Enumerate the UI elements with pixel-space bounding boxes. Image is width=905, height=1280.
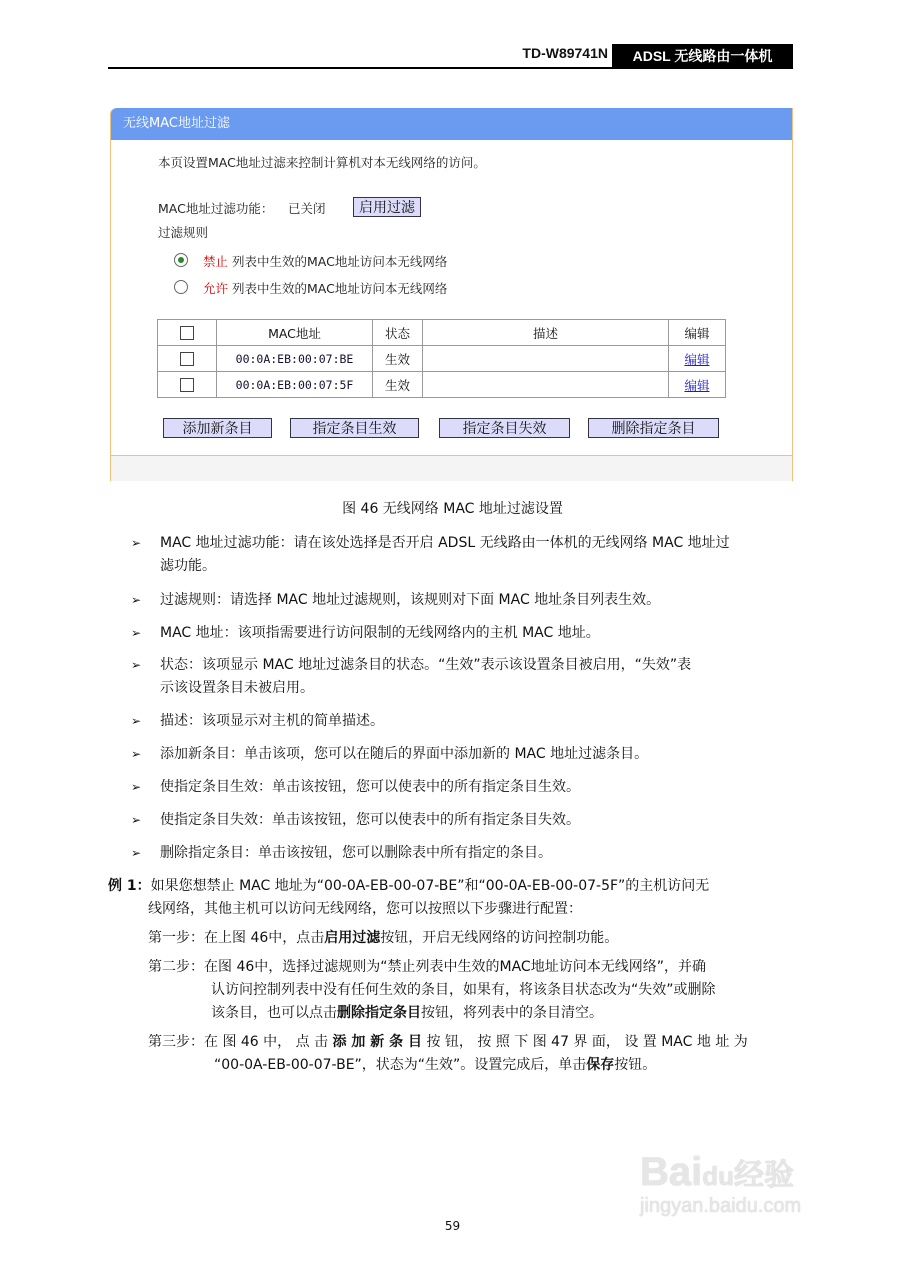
edit-link[interactable]: 编辑	[684, 351, 710, 367]
deny-text: 列表中生效的MAC地址访问本无线网络	[232, 254, 448, 269]
bullet-arrow-icon: ➢	[131, 536, 142, 550]
filter-rules-label: 过滤规则	[158, 225, 209, 240]
bullet-arrow-icon: ➢	[131, 813, 142, 827]
bullet-arrow-icon: ➢	[131, 593, 142, 607]
row-mac: 00:0A:EB:00:07:5F	[217, 372, 373, 398]
bullet-text: 删除指定条目：单击该按钮，您可以删除表中所有指定的条目。	[160, 845, 552, 861]
bullet-arrow-icon: ➢	[131, 846, 142, 860]
table-row	[158, 346, 726, 372]
row-checkbox[interactable]	[180, 352, 194, 366]
step-text: 在图 46中，选择过滤规则为“禁止列表中生效的MAC地址访问本无线网络”，并确	[204, 959, 706, 975]
bullet-text: 添加新条目：单击该项，您可以在随后的界面中添加新的 MAC 地址过滤条目。	[160, 746, 649, 762]
row-status: 生效	[373, 372, 423, 398]
col-desc: 描述	[423, 320, 669, 346]
step-label: 第一步：	[148, 930, 204, 946]
enable-selected-button[interactable]: 指定条目生效	[290, 418, 419, 438]
step-text: 按 钮， 按 照 下 图 47 界 面， 设 置 MAC 地 址 为	[422, 1034, 748, 1050]
bullet-text: MAC 地址过滤功能：请在该处选择是否开启 ADSL 无线路由一体机的无线网络 MAC 地址过	[160, 535, 730, 551]
header-model: TD-W89741N	[522, 45, 608, 61]
bullet-text: 过滤规则：请选择 MAC 地址过滤规则，该规则对下面 MAC 地址条目列表生效。	[160, 592, 661, 608]
baidu-watermark: Baidu经验 jingyan.baidu.com	[640, 1150, 802, 1217]
col-mac: MAC地址	[217, 320, 373, 346]
radio-allow[interactable]	[174, 280, 188, 294]
allow-text: 列表中生效的MAC地址访问本无线网络	[232, 281, 448, 296]
bullet-text: 示该设置条目未被启用。	[160, 680, 314, 696]
bullet-text: 使指定条目失效：单击该按钮，您可以使表中的所有指定条目失效。	[160, 812, 580, 828]
example-text: 线网络，其他主机可以访问无线网络，您可以按照以下步骤进行配置：	[148, 901, 582, 917]
row-status: 生效	[373, 346, 423, 372]
disable-selected-button[interactable]: 指定条目失效	[439, 418, 570, 438]
bullet-arrow-icon: ➢	[131, 658, 142, 672]
bullet-text: 滤功能。	[160, 558, 216, 574]
header-rule	[108, 67, 793, 69]
mac-table	[157, 319, 726, 398]
bullet-text: 描述：该项显示对主机的简单描述。	[160, 713, 384, 729]
enable-filter-button[interactable]: 启用过滤	[353, 197, 421, 217]
col-status: 状态	[373, 320, 423, 346]
step-bold: 保存	[586, 1057, 615, 1073]
bullet-arrow-icon: ➢	[131, 780, 142, 794]
bullet-text: 使指定条目生效：单击该按钮，您可以使表中的所有指定条目生效。	[160, 779, 580, 795]
select-all-checkbox[interactable]	[180, 326, 194, 340]
step-text: 认访问控制列表中没有任何生效的条目，如果有，将该条目状态改为“失效”或删除	[211, 982, 716, 998]
edit-link[interactable]: 编辑	[684, 377, 710, 393]
bullet-text: 状态：该项显示 MAC 地址过滤条目的状态。“生效”表示该设置条目被启用，“失效”表	[160, 657, 692, 673]
header-product: ADSL 无线路由一体机	[612, 44, 793, 68]
bullet-arrow-icon: ➢	[131, 626, 142, 640]
row-mac: 00:0A:EB:00:07:BE	[217, 346, 373, 372]
step-text: 按钮，将列表中的条目清空。	[421, 1005, 603, 1021]
delete-selected-button[interactable]: 删除指定条目	[588, 418, 719, 438]
step-label: 第三步：	[148, 1034, 204, 1050]
table-header	[158, 320, 726, 346]
step-text: 按钮，开启无线网络的访问控制功能。	[380, 930, 619, 946]
bullet-arrow-icon: ➢	[131, 747, 142, 761]
page-number: 59	[444, 1219, 461, 1233]
step-text: 该条目，也可以点击	[211, 1005, 337, 1021]
step-bold: 删除指定条目	[337, 1005, 421, 1021]
allow-keyword: 允许	[203, 281, 229, 296]
example-label: 例 1：	[108, 878, 151, 894]
bullet-text: MAC 地址：该项指需要进行访问限制的无线网络内的主机 MAC 地址。	[160, 625, 600, 641]
bullet-arrow-icon: ➢	[131, 714, 142, 728]
figure-caption: 图 46 无线网络 MAC 地址过滤设置	[342, 501, 563, 517]
step-label: 第二步：	[148, 959, 204, 975]
panel-footer	[111, 455, 792, 481]
radio-deny[interactable]	[174, 253, 188, 267]
row-checkbox[interactable]	[180, 378, 194, 392]
step-text: 在 图 46 中， 点 击	[204, 1034, 333, 1050]
panel-title: 无线MAC地址过滤	[111, 108, 792, 140]
step-bold: 启用过滤	[324, 930, 381, 946]
filter-status: 已关闭	[288, 201, 326, 216]
example-text: 如果您想禁止 MAC 地址为“00-0A-EB-00-07-BE”和“00-0A-EB-00-07-5F”的主机访问无	[150, 878, 710, 894]
col-edit: 编辑	[669, 320, 726, 346]
add-entry-button[interactable]: 添加新条目	[163, 418, 272, 438]
step-text: “00-0A-EB-00-07-BE”，状态为“生效”。设置完成后，单击	[214, 1057, 587, 1073]
step-text: 按钮。	[614, 1057, 657, 1073]
step-text: 在上图 46中，点击	[204, 930, 325, 946]
table-row	[158, 372, 726, 398]
row-desc	[423, 372, 669, 398]
step-bold: 添 加 新 条 目	[332, 1034, 423, 1050]
panel-intro: 本页设置MAC地址过滤来控制计算机对本无线网络的访问。	[158, 155, 486, 170]
deny-keyword: 禁止	[203, 254, 229, 269]
row-desc	[423, 346, 669, 372]
filter-function-label: MAC地址过滤功能：	[158, 201, 274, 216]
